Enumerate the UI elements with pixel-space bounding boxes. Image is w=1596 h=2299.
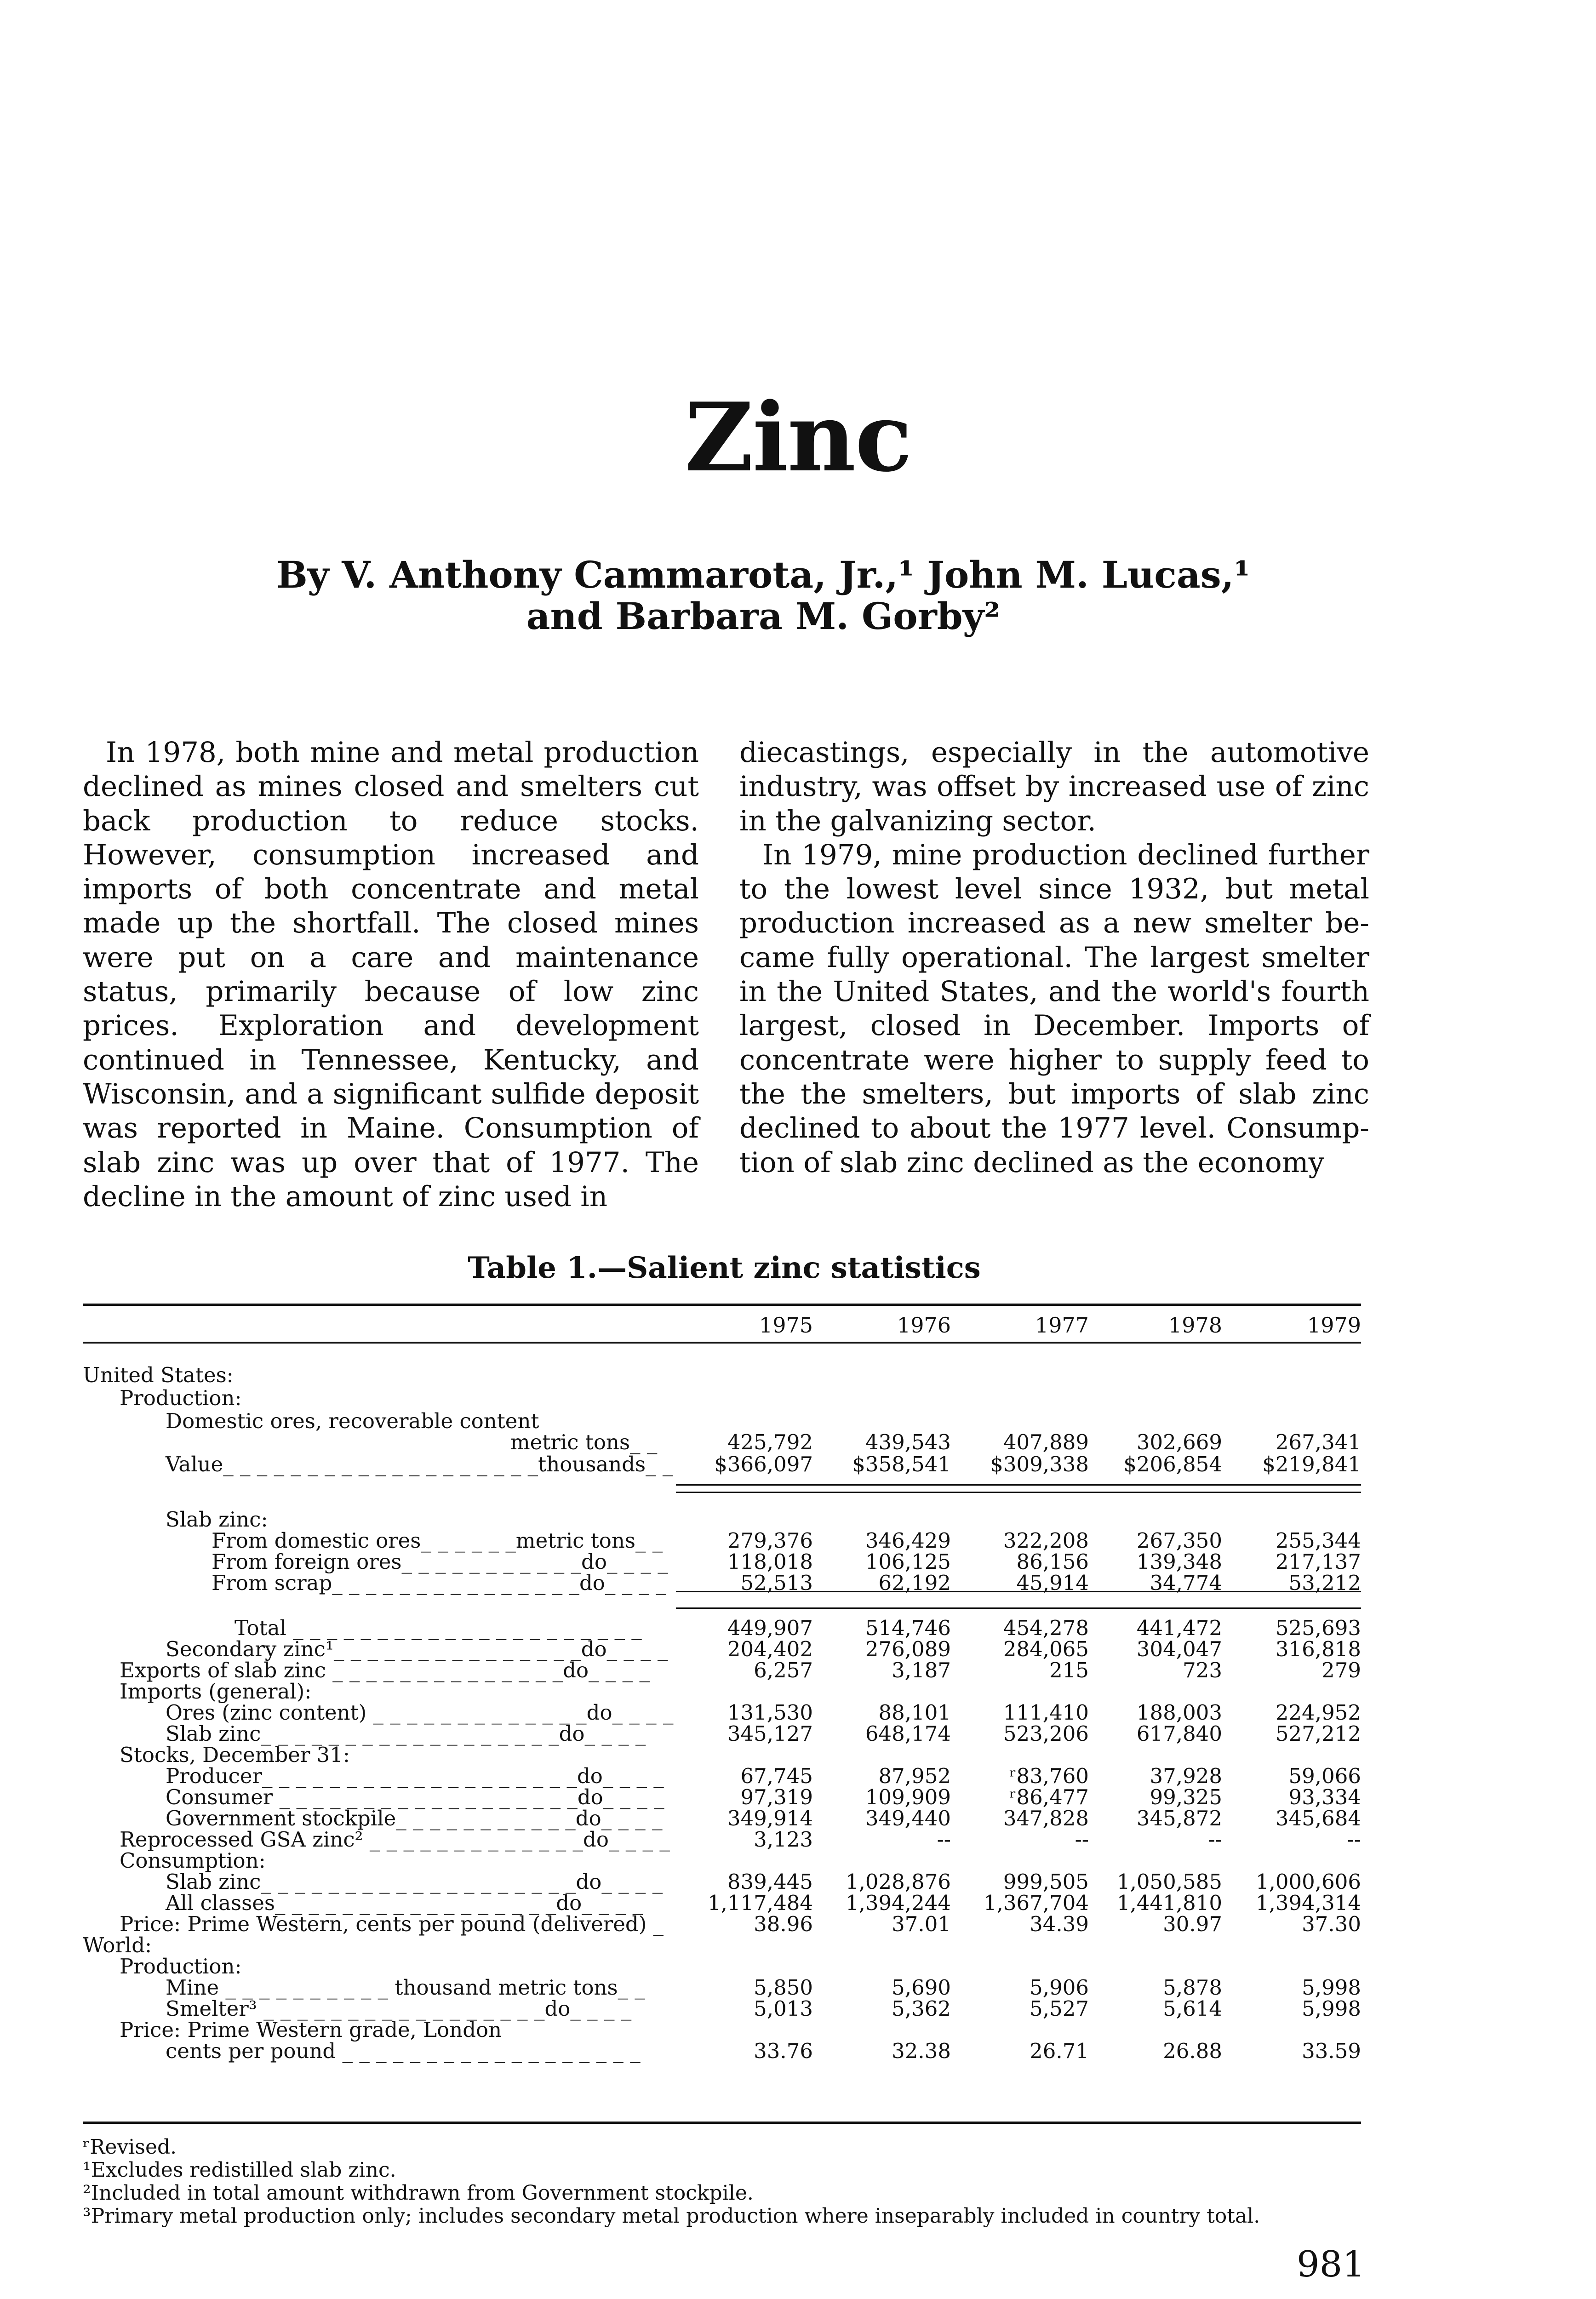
cell-1979: 255,344 [1275,1528,1361,1553]
cell-1978: 617,840 [1136,1721,1222,1746]
cell-1979: 5,998 [1302,1996,1361,2021]
cell-1978: 34,774 [1150,1571,1222,1595]
row-label: All classes_ _ _ _ _ _ _ _ _ _ _ _ _ _ _ _ _do_ _ _ _ [166,1891,643,1915]
cell-1979: 59,066 [1288,1764,1361,1788]
cell-1977: 523,206 [1003,1721,1089,1746]
page-number: 981 [1297,2244,1365,2285]
author-line-2: and Barbara M. Gorby² [526,595,1001,638]
table-row [0,1913,1596,1936]
cell-1979: 224,952 [1275,1700,1361,1725]
year-header-1976: 1976 [897,1313,951,1338]
row-label: Slab zinc_ _ _ _ _ _ _ _ _ _ _ _ _ _ _ _ _ _ _do_ _ _ _ [166,1870,663,1894]
footnote-2: ²Included in total amount withdrawn from Government stockpile. [83,2181,754,2205]
cell-1976: 62,192 [878,1571,951,1595]
cell-1977: 454,278 [1003,1616,1089,1640]
year-header-1978: 1978 [1168,1313,1222,1338]
table-row [0,1807,1596,1830]
cell-1975: 279,376 [727,1528,813,1553]
cell-1977: 322,208 [1003,1528,1089,1553]
table-row [0,1849,1596,1872]
cell-1977: ʳ86,477 [1009,1785,1089,1809]
body-column-left [83,736,699,1214]
cell-1978: 30.97 [1163,1912,1222,1936]
table-row [0,1870,1596,1893]
cell-1976: -- [937,1827,951,1852]
cell-1978: $206,854 [1123,1452,1222,1476]
row-label: United States: [83,1363,234,1387]
table-row [0,1955,1596,1978]
cell-1976: 106,125 [865,1550,951,1574]
row-label: Production: [120,1386,242,1410]
cell-1977: 5,906 [1030,1975,1089,2000]
row-label: Consumption: [120,1848,266,1873]
cell-1978: 139,348 [1136,1550,1222,1574]
row-label: Government stockpile_ _ _ _ _ _ _ _ _ _ _do_ _ _ _ [166,1806,663,1830]
table-row [0,1892,1596,1915]
cell-1977: 26.71 [1030,2039,1089,2063]
cell-1978: 26.88 [1163,2039,1222,2063]
table-row [0,1659,1596,1682]
cell-1976: 87,952 [878,1764,951,1788]
cell-1978: 188,003 [1136,1700,1222,1725]
cell-1979: 37.30 [1302,1912,1361,1936]
cell-1976: 32.38 [892,2039,951,2063]
table-row [0,1453,1596,1476]
table-row [0,1387,1596,1410]
table-rule-top [83,1304,1361,1306]
table-row [0,1997,1596,2020]
cell-1979: 525,693 [1275,1616,1361,1640]
cell-1979: 267,341 [1275,1430,1361,1454]
row-label: Price: Prime Western, cents per pound (delivered) _ [120,1912,664,1936]
cell-1979: 316,818 [1275,1637,1361,1661]
cell-1977: 45,914 [1016,1571,1089,1595]
cell-1975: 38.96 [754,1912,813,1936]
paragraph-right-1: diecastings, especially in the automotive industry, was offset by increased use of zinc in the galvanizing sector. [739,736,1369,837]
cell-1975: 118,018 [727,1550,813,1574]
table-row [0,2040,1596,2063]
cell-1976: 88,101 [878,1700,951,1725]
row-label: Stocks, December 31: [120,1743,350,1767]
paragraph-right-2: In 1979, mine production declined further to the lowest level since 1932, but metal production increased as a new smelter became fully operational. The largest smelter in the United States, and the world's fourth largest, closed in December. Imports of concentrate were higher to supply feed to the the smelters, but imports of slab zinc declined to about the 1977 level. Consumption of slab zinc declined as the economy [739,838,1369,1179]
cell-1978: 723 [1183,1658,1222,1682]
table-row [0,1529,1596,1552]
cell-1978: 99,325 [1150,1785,1222,1809]
cell-1976: 5,690 [892,1975,951,2000]
cell-1975: 449,907 [727,1616,813,1640]
row-label: Exports of slab zinc _ _ _ _ _ _ _ _ _ _ _ _ _ _do_ _ _ _ [120,1658,650,1682]
cell-1977: 1,367,704 [983,1891,1089,1915]
table-row [0,1508,1596,1531]
row-label: Ores (zinc content) _ _ _ _ _ _ _ _ _ _ _ _ _do_ _ _ _ [166,1700,674,1725]
cell-1976: 1,028,876 [845,1870,951,1894]
cell-1975: 67,745 [740,1764,813,1788]
cell-1976: 346,429 [865,1528,951,1553]
paragraph-left: In 1978, both mine and metal production declined as mines closed and smelters cut back production to reduce stocks. However, consumption increased and imports of both concentrate and metal made up the shortfall. The closed mines were put on a care and maintenance status, primarily because of low zinc prices. Exploration and development continued in Tennessee, Kentucky, and Wisconsin, and a significant sulfide deposit was reported in Maine. Consumption of slab zinc was up over that of 1977. The decline in the amount of zinc used in [83,736,699,1213]
table-row [0,1410,1596,1433]
cell-1975: 33.76 [754,2039,813,2063]
cell-1975: 425,792 [727,1430,813,1454]
cell-1977: -- [1075,1827,1089,1852]
cell-1975: 5,013 [754,1996,813,2021]
cell-1977: 284,065 [1003,1637,1089,1661]
table-row [0,1786,1596,1809]
table-row [0,1364,1596,1387]
row-label: Smelter³ _ _ _ _ _ _ _ _ _ _ _ _ _ _ _ _ _do_ _ _ _ [166,1996,632,2021]
row-label: Reprocessed GSA zinc² _ _ _ _ _ _ _ _ _ _ _ _ _do_ _ _ _ [120,1827,670,1852]
table-row [0,1431,1596,1454]
cell-1978: -- [1208,1827,1222,1852]
row-label: Producer_ _ _ _ _ _ _ _ _ _ _ _ _ _ _ _ _ _ _do_ _ _ _ [166,1764,664,1788]
row-label: From domestic ores_ _ _ _ _ _metric tons_ _ [212,1528,663,1553]
row-label: Production: [120,1954,242,1979]
cell-1977: 407,889 [1003,1430,1089,1454]
cell-1975: 5,850 [754,1975,813,2000]
cell-1979: 33.59 [1302,2039,1361,2063]
table-row [0,1550,1596,1573]
cell-1977: ʳ83,760 [1009,1764,1089,1788]
table-row [0,1934,1596,1957]
cell-1976: 648,174 [865,1721,951,1746]
cell-1979: 527,212 [1275,1721,1361,1746]
cell-1978: 345,872 [1136,1806,1222,1830]
row-label: Total _ _ _ _ _ _ _ _ _ _ _ _ _ _ _ _ _ _ _ _ _ [235,1616,642,1640]
cell-1979: 53,212 [1288,1571,1361,1595]
table-row [0,1976,1596,1999]
cell-1977: 999,505 [1003,1870,1089,1894]
row-label: World: [83,1933,152,1957]
cell-1979: -- [1347,1827,1361,1852]
cell-1979: 1,394,314 [1255,1891,1361,1915]
cell-1976: 1,394,244 [845,1891,951,1915]
cell-1975: 839,445 [727,1870,813,1894]
row-label: Slab zinc_ _ _ _ _ _ _ _ _ _ _ _ _ _ _ _ _ _do_ _ _ _ [166,1721,646,1746]
cell-1978: 267,350 [1136,1528,1222,1553]
table-title: Table 1.—Salient zinc statistics [468,1251,981,1285]
row-label: Slab zinc: [166,1507,268,1532]
cell-1975: 131,530 [727,1700,813,1725]
cell-1978: 5,614 [1163,1996,1222,2021]
cell-1976: 37.01 [892,1912,951,1936]
table-row [0,1765,1596,1788]
year-header-1975: 1975 [759,1313,813,1338]
table-row [0,1722,1596,1745]
cell-1975: 1,117,484 [707,1891,813,1915]
year-header-1979: 1979 [1307,1313,1361,1338]
row-label: Secondary zinc¹_ _ _ _ _ _ _ _ _ _ _ _ _ _ _do_ _ _ _ [166,1637,668,1661]
footnote-1: ¹Excludes redistilled slab zinc. [83,2158,396,2182]
row-label: Consumer _ _ _ _ _ _ _ _ _ _ _ _ _ _ _ _ _ _do_ _ _ _ [166,1785,664,1809]
author-line-1: By V. Anthony Cammarota, Jr.,¹ John M. Lucas,¹ [276,553,1250,596]
cell-1975: 97,319 [740,1785,813,1809]
row-label: Value_ _ _ _ _ _ _ _ _ _ _ _ _ _ _ _ _ _ _thousands_ _ [166,1452,673,1476]
body-column-right [739,736,1369,1180]
cell-1975: 6,257 [754,1658,813,1682]
table-row [0,2019,1596,2042]
cell-1976: 276,089 [865,1637,951,1661]
cell-1979: 217,137 [1275,1550,1361,1574]
cell-1977: $309,338 [990,1452,1089,1476]
row-label: cents per pound _ _ _ _ _ _ _ _ _ _ _ _ _ _ _ _ _ _ [166,2039,641,2063]
row-label: Mine _ _ _ _ _ _ _ _ _ _ thousand metric tons_ _ [166,1975,645,2000]
cell-1975: 52,513 [740,1571,813,1595]
row-label: Domestic ores, recoverable content [166,1409,539,1433]
table-rule-value-2 [676,1492,1361,1493]
cell-1975: 3,123 [754,1827,813,1852]
cell-1978: 441,472 [1136,1616,1222,1640]
cell-1977: 5,527 [1030,1996,1089,2021]
footnote-revised: ʳRevised. [83,2135,177,2159]
cell-1978: 37,928 [1150,1764,1222,1788]
cell-1976: 109,909 [865,1785,951,1809]
cell-1977: 347,828 [1003,1806,1089,1830]
cell-1975: $366,097 [714,1452,813,1476]
cell-1976: 3,187 [892,1658,951,1682]
cell-1976: 349,440 [865,1806,951,1830]
table-row [0,1701,1596,1724]
cell-1975: 204,402 [727,1637,813,1661]
table-rule-total [676,1607,1361,1609]
row-label: From scrap_ _ _ _ _ _ _ _ _ _ _ _ _ _ _do_ _ _ _ [212,1571,666,1595]
cell-1975: 349,914 [727,1806,813,1830]
cell-1977: 34.39 [1030,1912,1089,1936]
cell-1975: 345,127 [727,1721,813,1746]
cell-1976: $358,541 [852,1452,951,1476]
cell-1977: 215 [1049,1658,1089,1682]
table-row [0,1828,1596,1851]
year-header-1977: 1977 [1035,1313,1089,1338]
table-row [0,1638,1596,1661]
table-row [0,1744,1596,1767]
table-row [0,1572,1596,1595]
cell-1979: 345,684 [1275,1806,1361,1830]
table-rule-bottom [83,2122,1361,2124]
page-title: Zinc [684,383,912,493]
cell-1978: 5,878 [1163,1975,1222,2000]
cell-1979: $219,841 [1262,1452,1361,1476]
cell-1977: 111,410 [1003,1700,1089,1725]
footnote-3: ³Primary metal production only; includes secondary metal production where inseparably included in country total. [83,2204,1260,2228]
cell-1979: 93,334 [1288,1785,1361,1809]
table-rule-header [83,1342,1361,1344]
cell-1978: 1,441,810 [1116,1891,1222,1915]
cell-1978: 304,047 [1136,1637,1222,1661]
cell-1979: 5,998 [1302,1975,1361,2000]
cell-1977: 86,156 [1016,1550,1089,1574]
row-label: From foreign ores_ _ _ _ _ _ _ _ _ _ _do_ _ _ _ [212,1550,668,1574]
cell-1976: 439,543 [865,1430,951,1454]
cell-1978: 302,669 [1136,1430,1222,1454]
cell-1979: 279 [1321,1658,1361,1682]
row-label: Imports (general): [120,1679,312,1704]
table-rule-value-1 [676,1484,1361,1486]
row-label: Price: Prime Western grade, London [120,2018,502,2042]
row-label: metric tons_ _ [510,1430,658,1454]
table-row [0,1617,1596,1640]
cell-1978: 1,050,585 [1116,1870,1222,1894]
cell-1976: 514,746 [865,1616,951,1640]
cell-1979: 1,000,606 [1255,1870,1361,1894]
table-row [0,1680,1596,1703]
cell-1976: 5,362 [892,1996,951,2021]
